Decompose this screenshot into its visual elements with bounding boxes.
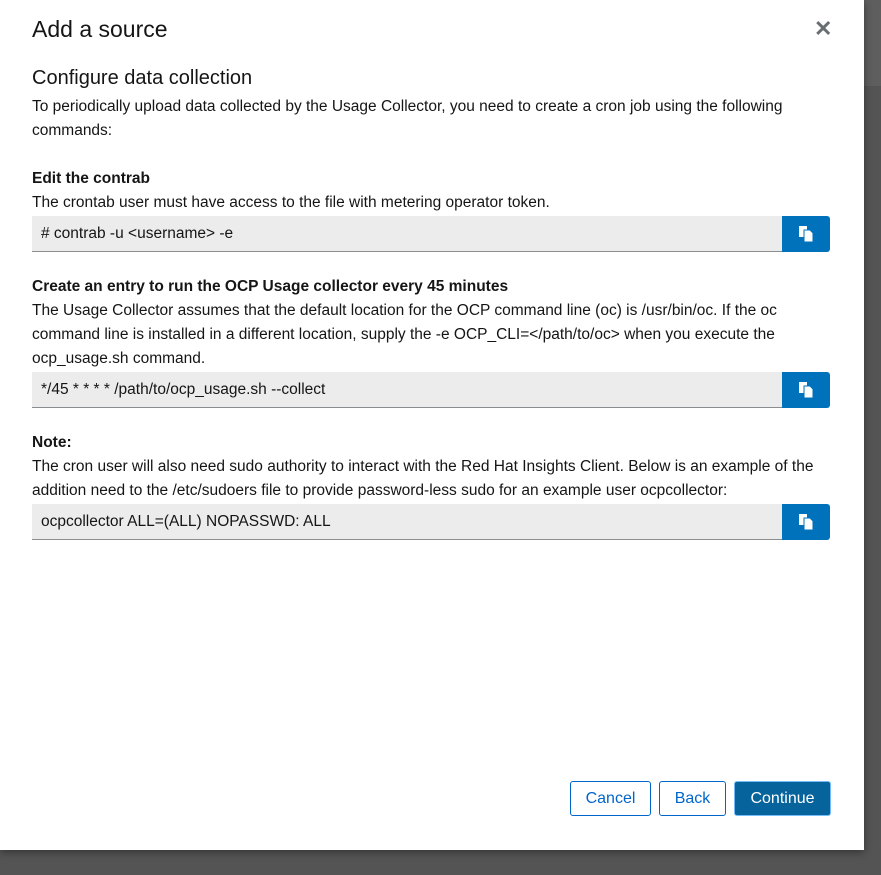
command-snippet — [32, 372, 830, 408]
step-description: The Usage Collector assumes that the default location for the OCP command line (oc) is /usr/bin/oc. If the oc command line is installed in a different location, supply the -e OCP_CLI=</path/to/oc> when you execute the ocp_usage.sh command. — [32, 302, 777, 367]
copy-icon — [799, 382, 813, 398]
copy-button[interactable] — [782, 504, 830, 540]
modal-title: Add a source — [32, 16, 168, 42]
copy-button[interactable] — [782, 216, 830, 252]
command-text[interactable]: ocpcollector ALL=(ALL) NOPASSWD: ALL — [32, 504, 782, 540]
step-description: The crontab user must have access to the file with metering operator token. — [32, 194, 550, 211]
cancel-button[interactable]: Cancel — [570, 781, 651, 816]
step-heading: Create an entry to run the OCP Usage collector every 45 minutes — [32, 278, 509, 295]
command-text[interactable]: # contrab -u <username> -e — [32, 216, 782, 252]
copy-button[interactable] — [782, 372, 830, 408]
intro-text: To periodically upload data collected by the Usage Collector, you need to create a cron job using the following commands: — [32, 98, 783, 139]
section-title: Configure data collection — [32, 67, 253, 89]
copy-icon — [799, 226, 813, 242]
step-description: The cron user will also need sudo authority to interact with the Red Hat Insights Client. Below is an example of the addition need to the /etc/sudoers file to provide password-less sudo for an example user ocpcollector: — [32, 458, 814, 499]
copy-icon — [799, 514, 813, 530]
back-button[interactable]: Back — [659, 781, 726, 816]
command-snippet — [32, 504, 830, 540]
backdrop — [864, 0, 881, 86]
command-snippet — [32, 216, 830, 252]
close-icon[interactable]: ✕ — [814, 16, 833, 41]
command-text[interactable]: */45 * * * * /path/to/ocp_usage.sh --collect — [32, 372, 782, 408]
continue-button[interactable]: Continue — [734, 781, 831, 816]
step-heading: Note: — [32, 434, 72, 451]
step-heading: Edit the contrab — [32, 170, 150, 187]
